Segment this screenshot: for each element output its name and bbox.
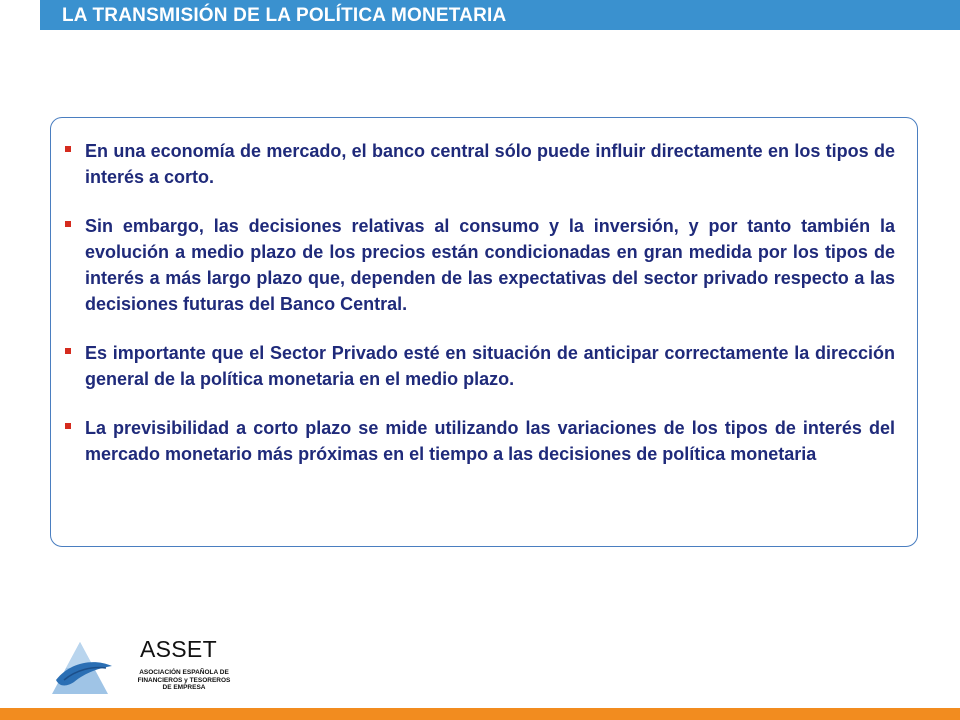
bullet-text: En una economía de mercado, el banco central sólo puede influir directamente en los tipos de interés a corto. [85, 141, 895, 187]
asset-logo [50, 628, 230, 698]
logo-subtitle [134, 669, 234, 692]
bullet-text: Sin embargo, las decisiones relativas al consumo y la inversión, y por tanto también la evolución a medio plazo de los precios están condicionadas en gran medida por los tipos de interés a más largo plazo que, dependen de las expectativas del sector privado respecto a las decisiones futuras del Banco Central. [85, 216, 895, 314]
square-bullet-icon [65, 348, 71, 354]
square-bullet-icon [65, 423, 71, 429]
list-item [63, 213, 895, 317]
bullet-text: Es importante que el Sector Privado esté en situación de anticipar correctamente la dirección general de la política monetaria en el medio plazo. [85, 343, 895, 389]
list-item [63, 340, 895, 392]
square-bullet-icon [65, 146, 71, 152]
square-bullet-icon [65, 221, 71, 227]
title-bar [40, 0, 960, 30]
logo-line: DE EMPRESA [162, 684, 206, 691]
logo-brand: ASSET [140, 636, 217, 662]
logo-line: FINANCIEROS y TESOREROS [137, 676, 231, 684]
content-box [50, 117, 918, 547]
bottom-bar [0, 708, 960, 720]
list-item [63, 415, 895, 467]
bullet-text: La previsibilidad a corto plazo se mide utilizando las variaciones de los tipos de interés del mercado monetario más próximas en el tiempo a las decisiones de política monetaria [85, 418, 895, 464]
logo-line: ASOCIACIÓN ESPAÑOLA DE [139, 669, 229, 676]
page-title: LA TRANSMISIÓN DE LA POLÍTICA MONETARIA [62, 5, 507, 26]
list-item [63, 138, 895, 190]
bullet-list [63, 138, 895, 490]
